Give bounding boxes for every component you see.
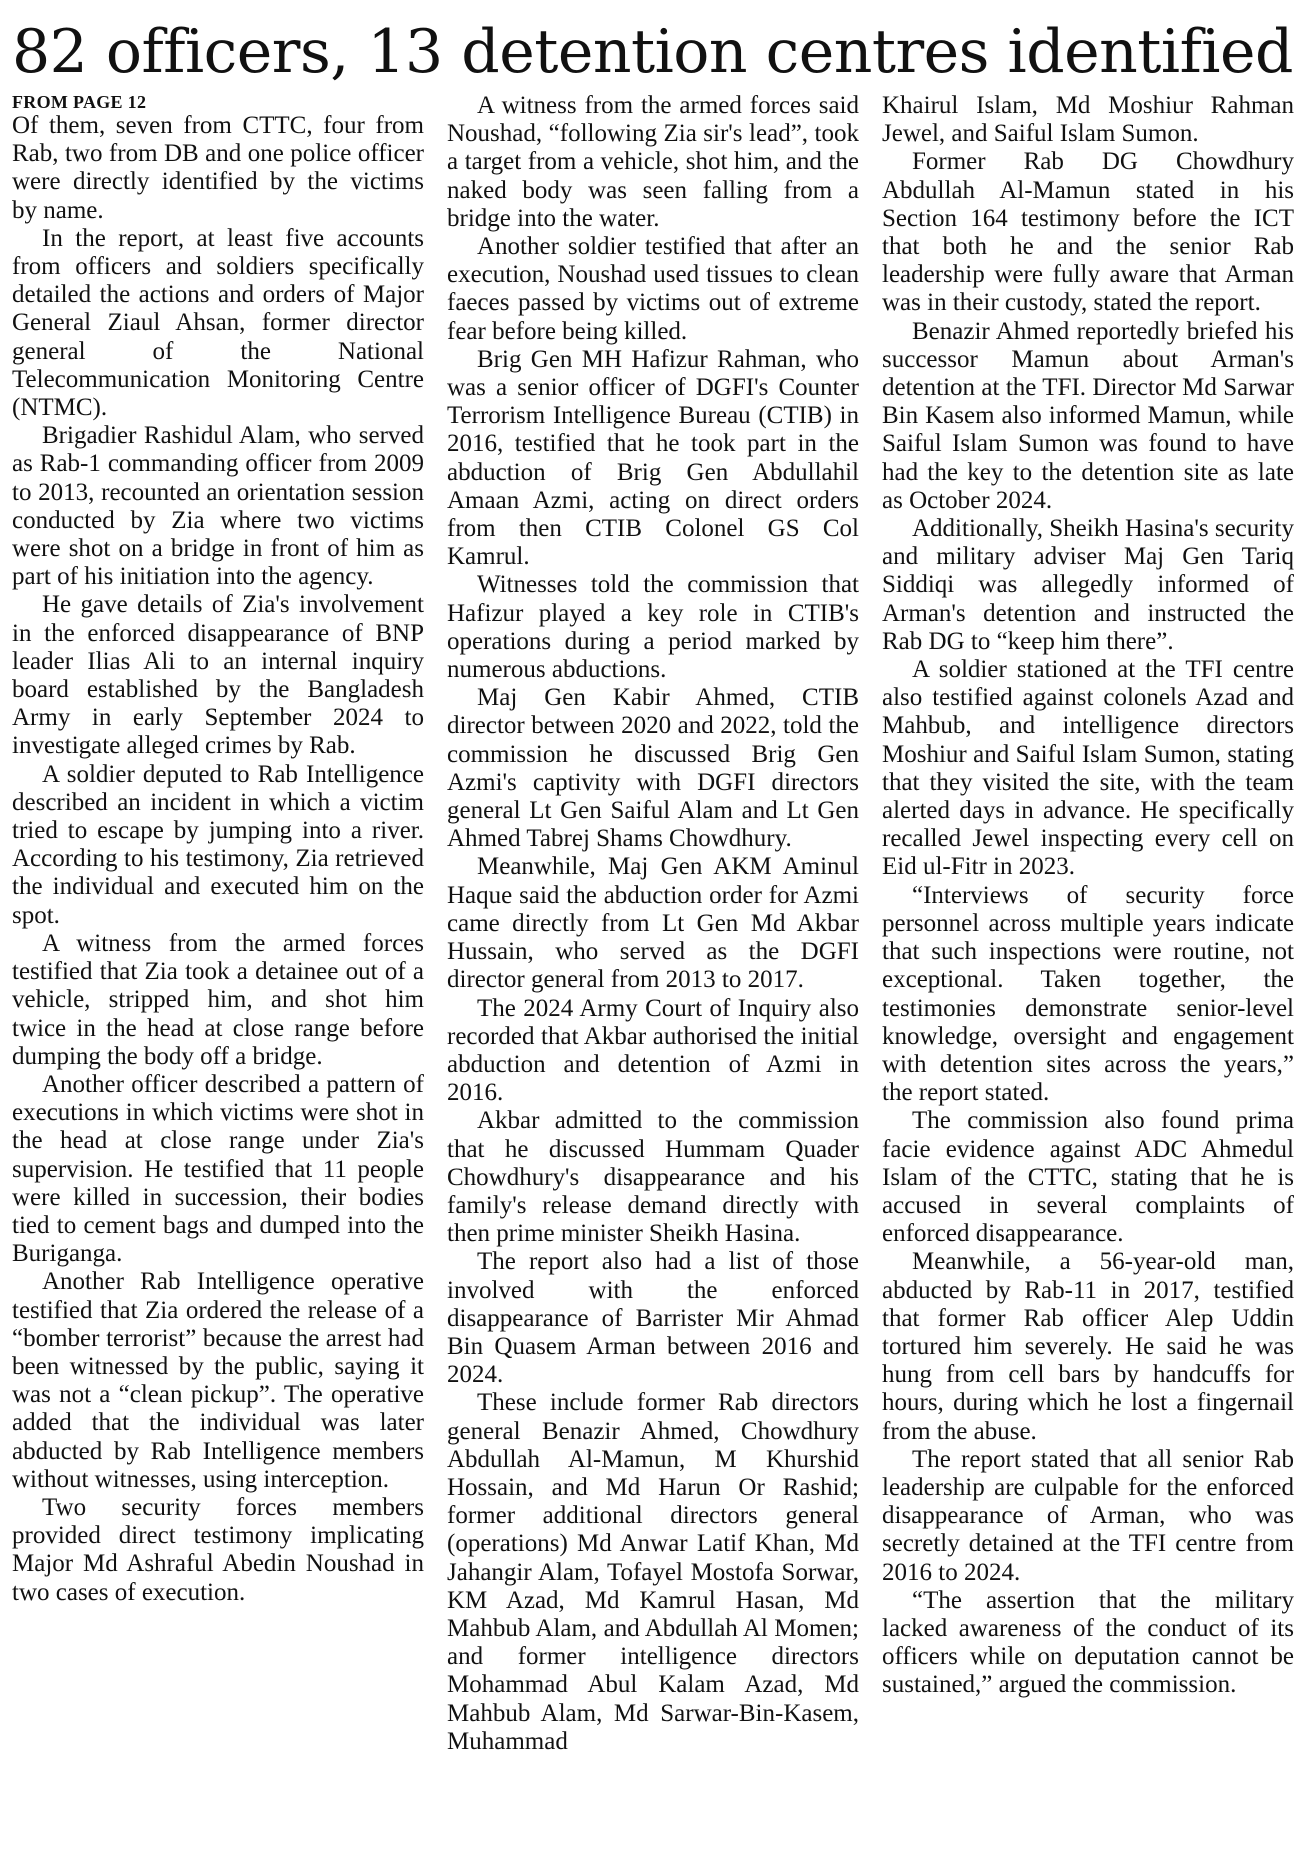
continued-from-label: FROM PAGE 12	[12, 92, 147, 112]
headline: 82 officers, 13 detention centres identified	[12, 17, 1293, 87]
column-3	[882, 92, 1294, 1756]
paragraph: A soldier deputed to Rab Intelligence described an incident in which a victim tried to escape by jumping into a river. According to his testimony, Zia retrieved the individual and executed him on the spot.	[12, 760, 424, 929]
paragraph: Brig Gen MH Hafizur Rahman, who was a senior officer of DGFI's Counter Terrorism Intelligence Bureau (CTIB) in 2016, testified that he took part in the abduction of Brig Gen Abdullahil Amaan Azmi, acting on direct orders from then CTIB Colonel GS Col Kamrul.	[447, 345, 859, 571]
article-body	[12, 92, 1294, 1756]
paragraph: Another soldier testified that after an execution, Noushad used tissues to clean faeces passed by victims out of extreme fear before being killed.	[447, 233, 859, 345]
column-1	[12, 92, 424, 1756]
paragraph: A witness from the armed forces testified that Zia took a detainee out of a vehicle, stripped him, and shot him twice in the head at close range before dumping the body off a bridge.	[12, 929, 424, 1070]
paragraph: “The assertion that the military lacked awareness of the conduct of its officers while on deputation cannot be sustained,” argued the commission.	[882, 1586, 1294, 1699]
paragraph: The commission also found prima facie evidence against ADC Ahmedul Islam of the CTTC, stating that he is accused in several complaints of enforced disappearance.	[882, 1107, 1294, 1248]
paragraph: Former Rab DG Chowdhury Abdullah Al-Mamun stated in his Section 164 testimony before the ICT that both he and the senior Rab leadership were fully aware that Arman was in their custody, stated the report.	[882, 148, 1294, 317]
paragraph: Witnesses told the commission that Hafizur played a key role in CTIB's operations during a period marked by numerous abductions.	[447, 571, 859, 684]
paragraph: The report also had a list of those involved with the enforced disappearance of Barrister Mir Ahmad Bin Quasem Arman between 2016 and 2024.	[447, 1248, 859, 1389]
paragraph: The report stated that all senior Rab leadership are culpable for the enforced disappearance of Arman, who was secretly detained at the TFI centre from 2016 to 2024.	[882, 1445, 1294, 1586]
paragraph: Meanwhile, Maj Gen AKM Aminul Haque said the abduction order for Azmi came directly from Lt Gen Md Akbar Hussain, who served as the DGFI director general from 2013 to 2017.	[447, 853, 859, 994]
paragraph: The 2024 Army Court of Inquiry also recorded that Akbar authorised the initial abduction and detention of Azmi in 2016.	[447, 994, 859, 1107]
paragraph: In the report, at least five accounts from officers and soldiers specifically detailed the actions and orders of Major General Ziaul Ahsan, former director general of the National Telecommunication Monitoring Centre (NTMC).	[12, 224, 424, 422]
paragraph: “Interviews of security force personnel across multiple years indicate that such inspections were routine, not exceptional. Taken together, the testimonies demonstrate senior-level knowledge, oversight and engagement with detention sites across the years,” the report stated.	[882, 881, 1294, 1107]
paragraph: Benazir Ahmed reportedly briefed his successor Mamun about Arman's detention at the TFI. Director Md Sarwar Bin Kasem also informed Mamun, while Saiful Islam Sumon was found to have had the key to the detention site as late as October 2024.	[882, 317, 1294, 514]
paragraph: Additionally, Sheikh Hasina's security and military adviser Maj Gen Tariq Siddiqi was allegedly informed of Arman's detention and instructed the Rab DG to “keep him there”.	[882, 515, 1294, 655]
paragraph: He gave details of Zia's involvement in the enforced disappearance of BNP leader Ilias Ali to an internal inquiry board established by the Bangladesh Army in early September 2024 to investigate alleged crimes by Rab.	[12, 591, 424, 760]
paragraph: Khairul Islam, Md Moshiur Rahman Jewel, and Saiful Islam Sumon.	[882, 92, 1294, 148]
paragraph: A soldier stationed at the TFI centre also testified against colonels Azad and Mahbub, and intelligence directors Moshiur and Saiful Islam Sumon, stating that they visited the site, with the team alerted days in advance. He specifically recalled Jewel inspecting every cell on Eid ul-Fitr in 2023.	[882, 656, 1294, 881]
paragraph: A witness from the armed forces said Noushad, “following Zia sir's lead”, took a target from a vehicle, shot him, and the naked body was seen falling from a bridge into the water.	[447, 92, 859, 232]
column-2	[447, 92, 859, 1756]
paragraph: Akbar admitted to the commission that he discussed Hummam Quader Chowdhury's disappearance and his family's release demand directly with then prime minister Sheikh Hasina.	[447, 1107, 859, 1248]
paragraph: Maj Gen Kabir Ahmed, CTIB director between 2020 and 2022, told the commission he discussed Brig Gen Azmi's captivity with DGFI directors general Lt Gen Saiful Alam and Lt Gen Ahmed Tabrej Shams Chowdhury.	[447, 684, 859, 853]
paragraph: Of them, seven from CTTC, four from Rab, two from DB and one police officer were directly identified by the victims by name.	[12, 112, 424, 224]
paragraph: Brigadier Rashidul Alam, who served as Rab-1 commanding officer from 2009 to 2013, recounted an orientation session conducted by Zia where two victims were shot on a bridge in front of him as part of his initiation into the agency.	[12, 422, 424, 591]
paragraph: Another officer described a pattern of executions in which victims were shot in the head at close range under Zia's supervision. He testified that 11 people were killed in succession, their bodies tied to cement bags and dumped into the Buriganga.	[12, 1070, 424, 1268]
paragraph: These include former Rab directors general Benazir Ahmed, Chowdhury Abdullah Al-Mamun, M Khurshid Hossain, and Md Harun Or Rashid; former additional directors general (operations) Md Anwar Latif Khan, Md Jahangir Alam, Tofayel Mostofa Sorwar, KM Azad, Md Kamrul Hasan, Md Mahbub Alam, and Abdullah Al Momen; and former intelligence directors Mohammad Abul Kalam Azad, Md Mahbub Alam, Md Sarwar-Bin-Kasem, Muhammad	[447, 1389, 859, 1755]
paragraph: Another Rab Intelligence operative testified that Zia ordered the release of a “bomber terrorist” because the arrest had been witnessed by the public, saying it was not a “clean pickup”. The operative added that the individual was later abducted by Rab Intelligence members without witnesses, using interception.	[12, 1268, 424, 1493]
paragraph: Two security forces members provided direct testimony implicating Major Md Ashraful Abedin Noushad in two cases of execution.	[12, 1493, 424, 1606]
paragraph: Meanwhile, a 56-year-old man, abducted by Rab-11 in 2017, testified that former Rab officer Alep Uddin tortured him severely. He said he was hung from cell bars by handcuffs for hours, during which he lost a fingernail from the abuse.	[882, 1248, 1294, 1445]
